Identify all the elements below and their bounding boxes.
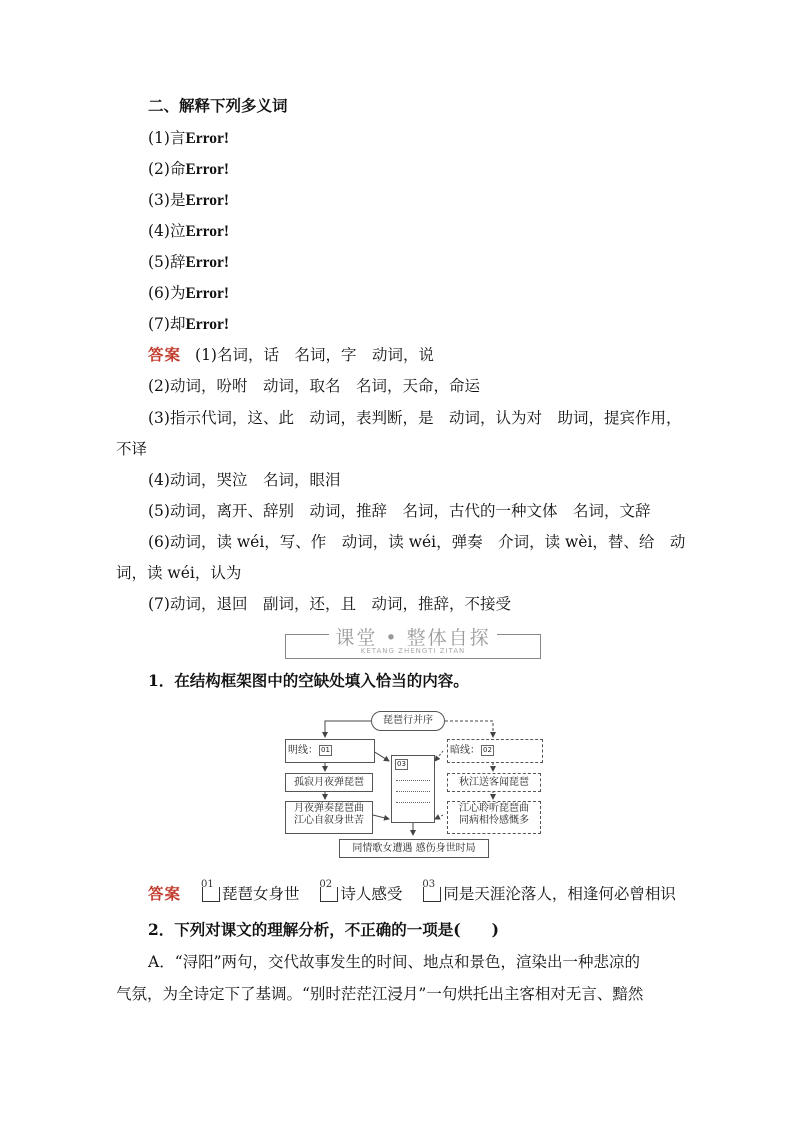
error-text: Error! bbox=[185, 285, 230, 302]
diagram-bottom-node: 同情歌女遭遇 感伤身世时局 bbox=[339, 839, 489, 858]
error-text: Error! bbox=[185, 161, 230, 178]
answer-line-6-cont: 词，读 wéi，认为 bbox=[116, 564, 242, 582]
diagram-left-3: 月夜弹奏琵琶曲 江心自叙身世苦 bbox=[285, 801, 373, 834]
answer-line-7: (7)动词，退回 副词，还，且 动词，推辞，不接受 bbox=[148, 595, 511, 613]
polysemy-label: (7)却 bbox=[148, 315, 186, 333]
answer-line-5: (5)动词，离开、辞别 动词，推辞 名词，古代的一种文体 名词，文辞 bbox=[148, 502, 651, 520]
diagram-left-2: 孤寂月夜弹琵琶 bbox=[285, 773, 373, 792]
error-text: Error! bbox=[185, 130, 230, 147]
answer-line-3-cont: 不译 bbox=[116, 440, 148, 458]
answer-line-1 bbox=[148, 345, 434, 365]
error-text: Error! bbox=[185, 223, 230, 240]
polysemy-item-4 bbox=[148, 221, 229, 242]
blank-icon: 02 bbox=[320, 887, 338, 902]
question-2-option-a: A．“浔阳”两句，交代故事发生的时间、地点和景色，渲染出一种悲凉的 bbox=[148, 953, 641, 971]
error-text: Error! bbox=[185, 254, 230, 271]
answer-text: (1)名词，话 名词，字 动词，说 bbox=[195, 346, 434, 364]
banner-subtitle: KETANG ZHENGTI ZITAN bbox=[360, 647, 466, 655]
diagram-right-2: 秋江送客闻琵琶 bbox=[447, 773, 541, 792]
error-text: Error! bbox=[185, 316, 230, 333]
question-2: 2．下列对课文的理解分析，不正确的一项是( ) bbox=[148, 920, 499, 939]
answer-blank-1: 琵琶女身世 bbox=[221, 885, 300, 903]
polysemy-label: (6)为 bbox=[148, 284, 186, 302]
diagram-center: 03 bbox=[391, 755, 435, 823]
question-2-option-a-cont: 气氛，为全诗定下了基调。“别时茫茫江浸月”一句烘托出主客相对无言、黯然 bbox=[116, 985, 644, 1003]
error-text: Error! bbox=[185, 192, 230, 209]
answer-blank-2: 诗人感受 bbox=[340, 885, 403, 903]
polysemy-item-7 bbox=[148, 314, 229, 335]
polysemy-label: (5)辞 bbox=[148, 253, 186, 271]
blank-icon: 01 bbox=[202, 887, 220, 902]
blank-icon: 03 bbox=[423, 887, 441, 902]
question-1-answer bbox=[148, 879, 676, 904]
polysemy-item-5 bbox=[148, 252, 229, 273]
diagram-top-node: 琵琶行并序 bbox=[371, 711, 445, 731]
diagram-right-head: 暗线： 02 bbox=[447, 739, 543, 763]
polysemy-label: (1)言 bbox=[148, 129, 186, 147]
answer-line-4: (4)动词，哭泣 名词，眼泪 bbox=[148, 471, 341, 489]
structure-diagram bbox=[283, 707, 555, 862]
diagram-left-head: 明线： 01 bbox=[285, 739, 375, 763]
polysemy-item-2 bbox=[148, 159, 229, 180]
question-1: 1．在结构框架图中的空缺处填入恰当的内容。 bbox=[148, 671, 469, 690]
polysemy-item-1 bbox=[148, 128, 229, 149]
diagram-right-3: 江心聆听琵琶曲 同病相怜感慨多 bbox=[447, 801, 541, 834]
polysemy-label: (3)是 bbox=[148, 191, 186, 209]
answer-label: 答案 bbox=[148, 884, 182, 903]
answer-blank-3: 同是天涯沦落人，相逢何必曾相识 bbox=[443, 885, 676, 903]
banner-title: 课堂 • 整体自探 bbox=[329, 627, 496, 649]
answer-label: 答案 bbox=[148, 345, 182, 364]
section-banner bbox=[285, 622, 541, 660]
section-heading: 二、解释下列多义词 bbox=[148, 96, 288, 115]
polysemy-item-6 bbox=[148, 283, 229, 304]
polysemy-item-3 bbox=[148, 190, 229, 211]
answer-line-2: (2)动词，吩咐 动词，取名 名词，天命，命运 bbox=[148, 377, 480, 395]
polysemy-label: (2)命 bbox=[148, 160, 186, 178]
polysemy-label: (4)泣 bbox=[148, 222, 186, 240]
answer-line-3: (3)指示代词，这、此 动词，表判断，是 动词，认为对 助词，提宾作用， bbox=[148, 409, 682, 427]
answer-line-6: (6)动词，读 wéi，写、作 动词，读 wéi，弹奏 介词，读 wèi，替、给 动 bbox=[148, 533, 686, 551]
